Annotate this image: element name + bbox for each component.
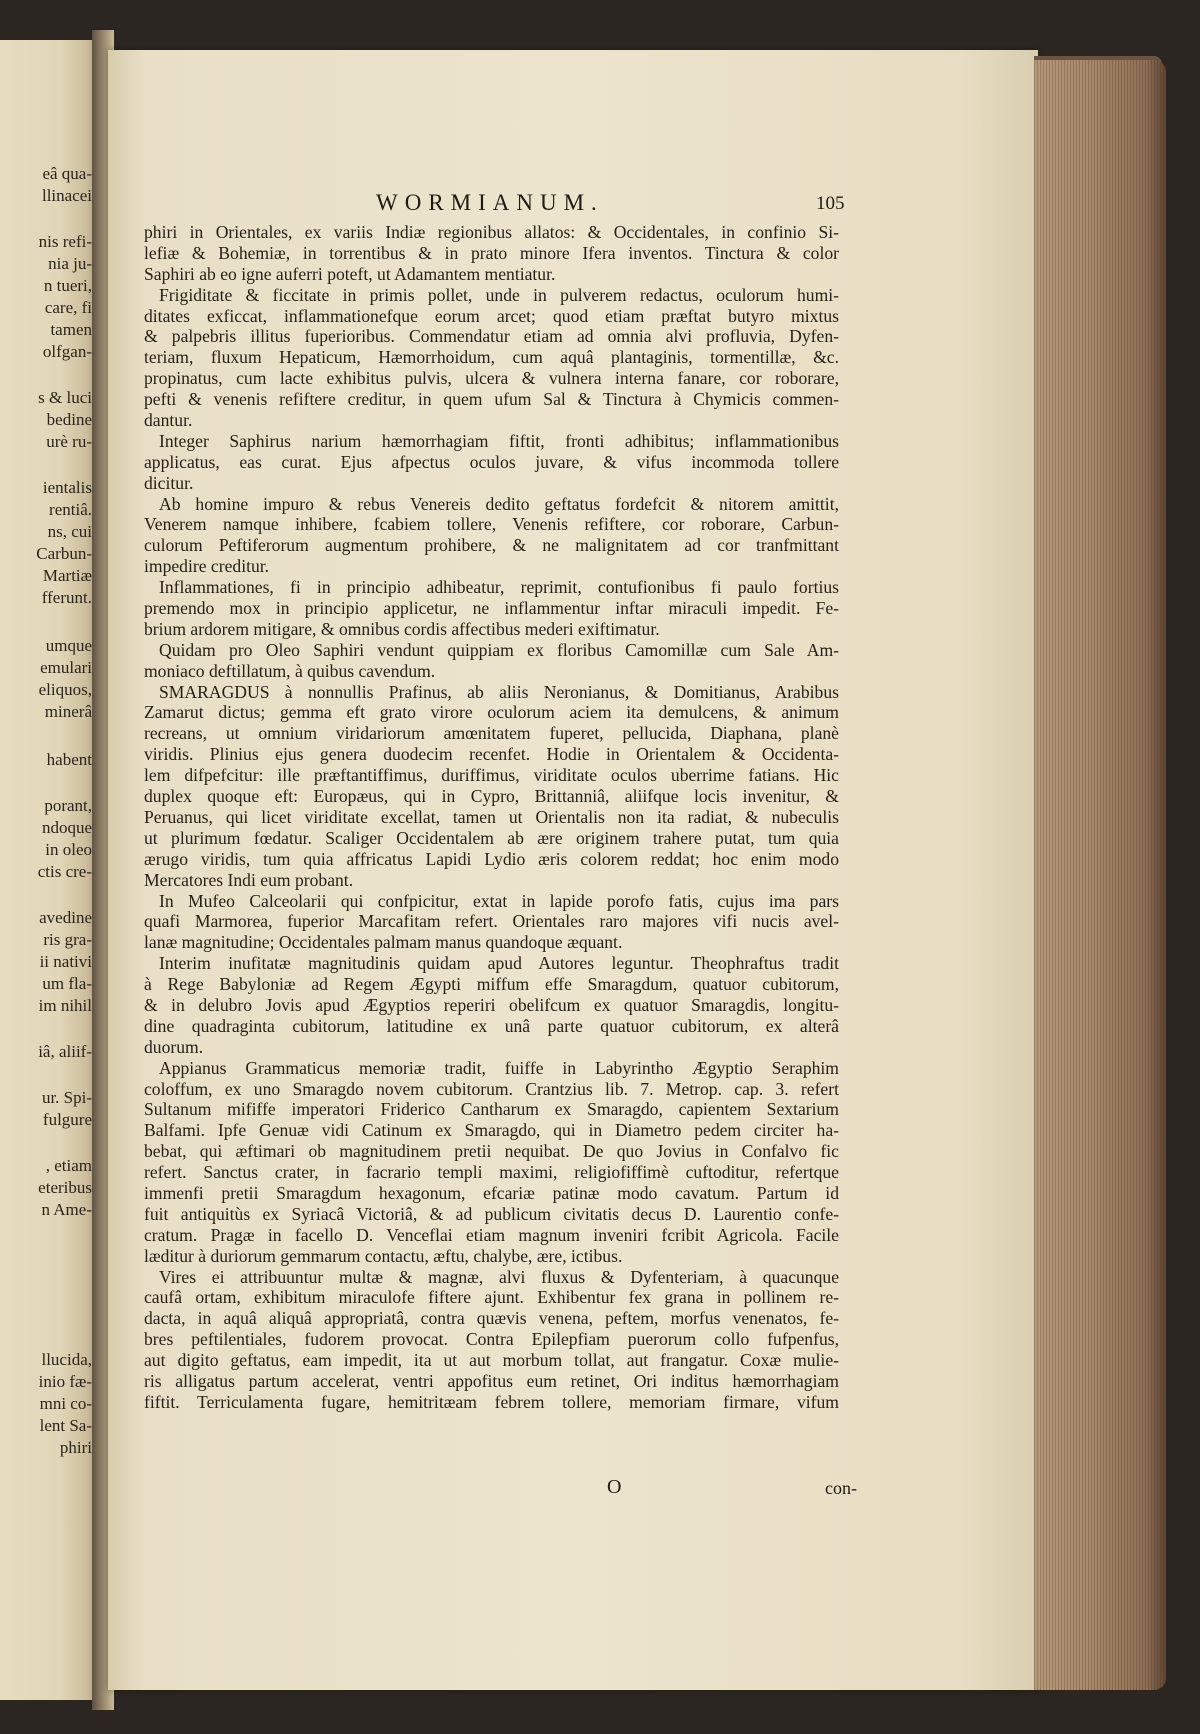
text-line: coloffum, ex uno Smaragdo novem cubitorum. Crantzius lib. 7. Metrop. cap. 3. refert [144, 1078, 839, 1099]
left-page-line: Carbun- [36, 544, 92, 563]
text-line: ærugo viridis, tum quia affricatus Lapidi Lydio æris colorem reddat; hoc enim modo [144, 848, 839, 869]
left-page-line: ientalis [42, 478, 92, 497]
text-line: bres peftilentiales, fudorem provocat. Contra Epilepfiam puerorum collo fufpenfus, [144, 1329, 839, 1350]
text-line: à Rege Babyloniæ ad Regem Ægypti miffum effe Smaragdum, quatuor cubitorum, [144, 974, 839, 995]
left-page-line: ur. Spi- [41, 1088, 92, 1107]
body-text [144, 222, 839, 1413]
left-page-line: llucida, [41, 1350, 92, 1369]
left-page-line: Martiæ [42, 566, 92, 585]
text-line: dine quadraginta cubitorum, latitudine ex unâ parte quatuor cubitorum, ex alterâ [144, 1015, 839, 1036]
left-page-line: care, fi [44, 298, 92, 317]
text-line: Peruanus, qui licet viriditate excellat, tamen ut Orientalis non ita radiat, & nubeculis [144, 806, 839, 827]
left-page-line: eliquos, [38, 680, 92, 699]
text-line: pefti & venenis refiftere creditur, in quem ufum Sal & Tinctura à Chymicis commen- [144, 389, 839, 410]
left-page-line: habent [46, 750, 92, 769]
left-page-line: fferunt. [41, 588, 92, 607]
left-page-line: n tueri, [43, 276, 92, 295]
text-line: refert. Sanctus crater, in facrario templi maximi, religiofiffimè cuftoditur, refertque [144, 1162, 839, 1183]
left-page-line: olfgan- [42, 342, 92, 361]
text-line: læditur à duriorum gemmarum contactu, æftu, chalybe, ære, ictibus. [144, 1245, 623, 1266]
text-line: Integer Saphirus narium hæmorrhagiam fiftit, fronti adhibitus; inflammationibus [159, 430, 839, 451]
text-line: lefiæ & Bohemiæ, in torrentibus & in prato minore Ifera inventos. Tinctura & color [144, 242, 839, 263]
text-line: lanæ magnitudine; Occidentales palmam manus quandoque æquant. [144, 932, 623, 953]
left-page-line: im nihil [38, 996, 92, 1015]
text-line: cratum. Pragæ in facello D. Venceflai etiam magnum inveniri fcribit Agricola. Facile [144, 1224, 839, 1245]
text-line: Frigiditate & ficcitate in primis pollet, unde in pulverem redactus, oculorum humi- [159, 284, 839, 305]
text-line: phiri in Orientales, ex variis Indiæ regionibus allatos: & Occidentales, in confinio Si- [144, 222, 839, 242]
left-page-line: llinacei [41, 186, 92, 205]
text-line: caufâ ortam, exhibitum miraculofe fiftere ajunt. Exhibentur fex grana in pollinem re- [144, 1287, 839, 1308]
left-page-line: rentiâ. [49, 500, 92, 519]
text-line: ut plurimum fœdatur. Scaliger Occidentalem ab ære originem trahere putat, tum quia [144, 827, 839, 848]
text-line: & palpebris illitus fuperioribus. Commendatur etiam ad omnia alvi profluvia, Dyfen- [144, 326, 839, 347]
text-line: duorum. [144, 1036, 204, 1057]
left-page-line: tamen [50, 320, 92, 339]
text-line: dicitur. [144, 472, 194, 493]
left-page-line: umque [45, 636, 92, 655]
left-page-line: iâ, aliif- [38, 1042, 92, 1061]
left-page-line: ris gra- [43, 930, 92, 949]
text-line: culorum Peftiferorum augmentum prohibere, & ne malignitatem ad cor tranfmittant [144, 535, 839, 556]
text-line: Quidam pro Oleo Saphiri vendunt quippiam ex floribus Camomillæ cum Sale Am- [159, 639, 839, 660]
text-line: Venerem namque inhibere, fcabiem tollere, Venenis refiftere, cor roborare, Carbun- [144, 514, 839, 535]
text-line: viridis. Plinius ejus genera duodecim recenfet. Hodie in Orientalem & Occidenta- [144, 744, 839, 765]
text-line: quafi Marmorea, fuperior Marcafitam refert. Orientales raro majores vifi nucis avel- [144, 911, 839, 932]
left-facing-page [0, 40, 98, 1700]
left-page-line: nia ju- [48, 254, 92, 273]
catchword: con- [825, 1478, 857, 1498]
left-page-line: ii nativi [39, 952, 92, 971]
text-line: fuit antiquitùs ex Syriacâ Victoriâ, & ad publicum civitatis decus D. Laurentio confe- [144, 1203, 839, 1224]
left-page-line: bedine [46, 410, 92, 429]
left-page-line: um fla- [42, 974, 92, 993]
left-page-line: n Ame- [41, 1200, 92, 1219]
left-page-line: avedine [39, 908, 92, 927]
text-line: Zamarut dictus; gemma eft grato virore oculorum aciem ita demulcens, & animum [144, 702, 839, 723]
text-line: brium ardorem mitigare, & omnibus cordis affectibus mederi exiftimatur. [144, 618, 660, 639]
text-line: ris alligatus partum accelerat, ventri appofitus eum retinet, Ori inditus hæmorrhagiam [144, 1370, 839, 1391]
text-line: Interim inufitatæ magnitudinis quidam apud Autores leguntur. Theophraftus tradit [159, 953, 839, 974]
left-page-line: ns, cui [47, 522, 92, 541]
text-line: Balfami. Ipfe Genuæ vidi Catinum ex Smaragdo, qui in Diametro pedem circiter ha- [144, 1120, 839, 1141]
text-line: Sultanum mififfe imperatori Friderico Cantharum ex Smaragdo, capientem Sextarium [144, 1099, 839, 1120]
text-line: & in delubro Jovis apud Ægyptios reperiri obelifcum ex quatuor Smaragdis, longitu- [144, 994, 839, 1015]
left-page-line: inio fæ- [38, 1372, 92, 1391]
page-edges [1034, 60, 1166, 1690]
signature-mark: O [607, 1476, 622, 1498]
text-line: moniaco deftillatum, à quibus cavendum. [144, 660, 436, 681]
text-line: Ab homine impuro & rebus Venereis dedito geftatus fordefcit & nitorem amittit, [159, 493, 839, 514]
text-line: Mercatores Indi eum probant. [144, 869, 354, 890]
text-line: recreans, ut omnium viridariorum amœnitatem fuperet, pellucida, Diaphana, planè [144, 723, 839, 744]
left-page-line: emulari [40, 658, 92, 677]
left-page-line: ctis cre- [37, 862, 92, 881]
page-number: 105 [816, 193, 845, 214]
running-title: WORMIANUM. [376, 190, 604, 215]
left-page-line: eâ qua- [42, 164, 92, 183]
text-line: propinatus, cum lacte exhibitus pulvis, ulcera & vulnera interna fanare, cor roborare, [144, 368, 839, 389]
text-line: dantur. [144, 410, 193, 431]
text-line: fiftit. Terriculamenta fugare, hemitritæam febrem tollere, memoriam firmare, vifum [144, 1391, 839, 1412]
left-page-line: , etiam [45, 1156, 92, 1175]
left-page-line: eteribus [38, 1178, 92, 1197]
text-line: teriam, fluxum Hepaticum, Hæmorrhoidum, cum aquâ plantaginis, tormentillæ, &c. [144, 347, 839, 368]
text-line: dacta, in aquâ aliquâ appropriatâ, contra quævis venena, peftem, morfus venenatos, fe- [144, 1308, 839, 1329]
text-line: Appianus Grammaticus memoriæ tradit, fuiffe in Labyrintho Ægyptio Seraphim [159, 1057, 839, 1078]
left-page-line: porant, [44, 796, 92, 815]
text-line: impedire creditur. [144, 556, 270, 577]
left-page-line: fulgure [42, 1110, 92, 1129]
text-line: SMARAGDUS à nonnullis Prafinus, ab aliis Neronianus, & Domitianus, Arabibus [159, 681, 839, 702]
text-line: aut digito geftatus, eam impedit, ita ut aut morbum tollat, aut frangatur. Coxæ mulie- [144, 1350, 839, 1371]
left-page-line: nis refi- [38, 232, 92, 251]
text-line: immenfi pretii Smaragdum hexagonum, efcariæ patinæ modo cavatum. Partum id [144, 1182, 839, 1203]
text-line: applicatus, eas curat. Ejus afpectus oculos juvare, & vifus incommoda tollere [144, 451, 839, 472]
left-page-line: ndoque [41, 818, 92, 837]
left-page-line: in oleo [45, 840, 92, 859]
left-page-line: mni co- [39, 1394, 92, 1413]
text-line: Inflammationes, fi in principio adhibeatur, reprimit, contufionibus fi paulo fortius [159, 577, 839, 598]
text-line: In Mufeo Calceolarii qui confpicitur, extat in lapide porofo fatis, cujus ima pars [159, 890, 839, 911]
left-page-line: s & luci [38, 388, 92, 407]
left-page-line: phiri [59, 1438, 92, 1457]
text-line: duplex quoque eft: Europæus, qui in Cypro, Brittanniâ, aliifque locis invenitur, & [144, 786, 839, 807]
text-line: lem difpefcitur: ille præftantiffimus, duriffimus, viriditate oculos uberrime fatians. Hic [144, 765, 839, 786]
left-page-line: minerâ [44, 702, 92, 721]
text-line: Saphiri ab eo igne auferri poteft, ut Adamantem mentiatur. [144, 263, 556, 284]
left-page-line: lent Sa- [39, 1416, 92, 1435]
left-page-line: urè ru- [46, 432, 92, 451]
text-line: Vires ei attribuuntur multæ & magnæ, alvi fluxus & Dyfenteriam, à quacunque [159, 1266, 839, 1287]
text-line: ditates exficcat, inflammationefque eorum arcet; quod etiam præftat butyro mixtus [144, 305, 839, 326]
text-line: premendo mox in principio applicetur, ne inflammentur inftar miraculi impedit. Fe- [144, 598, 839, 619]
text-line: bebat, qui æftimari ob magnitudinem pretii nequibat. De quo Jovius in Confalvo fic [144, 1141, 839, 1162]
